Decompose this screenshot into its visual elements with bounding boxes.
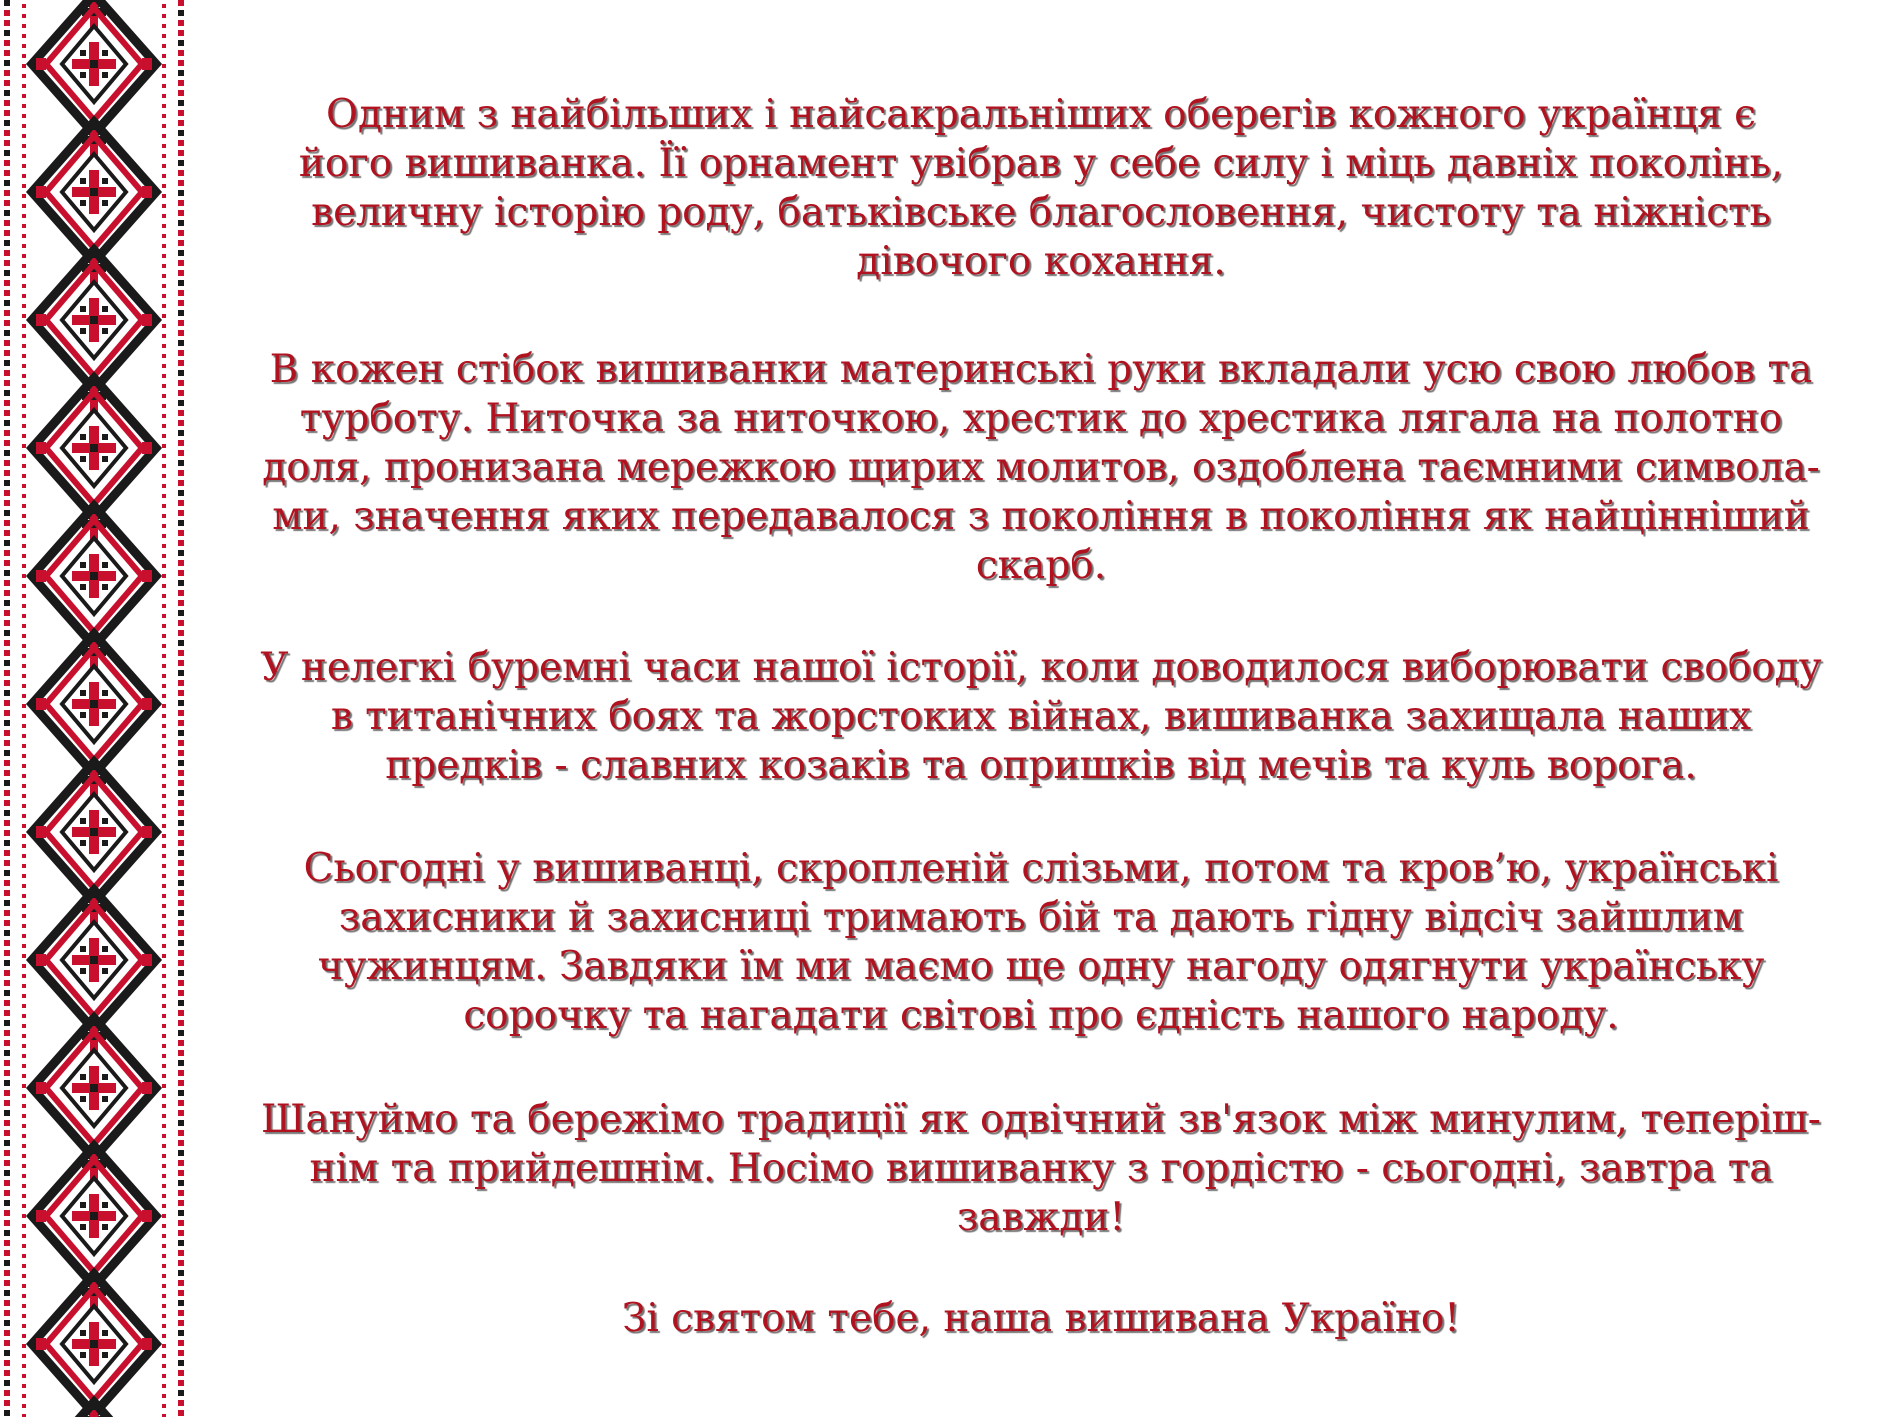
greeting-text (192, 90, 1890, 1390)
paragraph-mother-stitches: В кожен стібок вишиванки материнські руки вкладали усю свою любов та турботу. Ниточка за ниточкою, хрестик до хрестика лягала на полотно доля, пронизана мережкою щирих молитов, оздоблена таємними символа- ми, значення яких передавалося з покоління в покоління як найцінніший скарб. (262, 347, 1820, 588)
paragraph-history: У нелегкі буремні часи нашої історії, коли доводилося виборювати свободу в титанічних боях та жорстоких війнах, вишиванка захищала наших предків - славних козаків та опришків від мечів та куль ворога. (260, 645, 1822, 788)
paragraph-traditions: Шануймо та бережімо традиції як одвічний зв'язок між минулим, теперіш- нім та прийдешнім. Носімо вишиванку з гордістю - сьогодні, завтра та завжди! (261, 1097, 1821, 1240)
embroidery-pattern-icon (0, 0, 192, 1417)
embroidery-ornament-border (0, 0, 192, 1417)
paragraph-vyshyvanka-amulet: Одним з найбільших і найсакральніших оберегів кожного українця є його вишиванка. Її орнамент увібрав у себе силу і міць давніх поколінь, величну історію роду, батьківське благословення, чистоту та ніжність дівочого кохання. (298, 92, 1784, 284)
closing-greeting: Зі святом тебе, наша вишивана Україно! (622, 1296, 1460, 1341)
paragraph-defenders: Сьогодні у вишиванці, скропленій слізьми, потом та кров’ю, українські захисники й захисниці тримають бій та дають гідну відсіч зайшлим чужинцям. Завдяки їм ми маємо ще одну нагоду одягнути українську сорочку та нагадати світові про єдність нашого народу. (303, 846, 1779, 1038)
